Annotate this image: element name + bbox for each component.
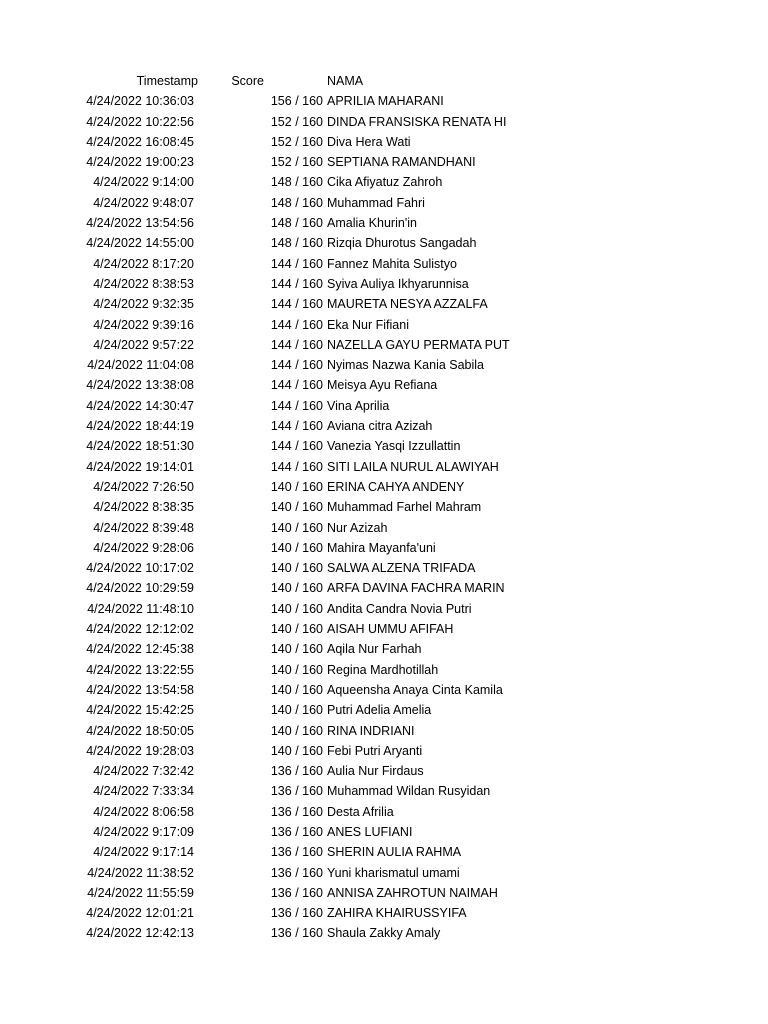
timestamp-cell: 4/24/2022 18:50:05: [86, 723, 194, 738]
nama-cell: Muhammad Farhel Mahram: [327, 500, 482, 515]
score-cell: 140 / 160: [270, 723, 323, 738]
score-cell: 140 / 160: [270, 703, 323, 718]
timestamp-cell: 4/24/2022 12:42:13: [86, 926, 194, 941]
table-row: [0, 822, 768, 842]
nama-cell: Nyimas Nazwa Kania Sabila: [327, 358, 485, 373]
timestamp-header: Timestamp: [136, 74, 198, 88]
timestamp-cell: 4/24/2022 9:57:22: [93, 337, 194, 352]
score-cell: 136 / 160: [270, 784, 323, 799]
nama-cell: Putri Adelia Amelia: [327, 703, 432, 718]
nama-cell: Shaula Zakky Amaly: [327, 926, 441, 941]
timestamp-cell: 4/24/2022 8:06:58: [93, 804, 194, 819]
nama-cell: Febi Putri Aryanti: [327, 743, 423, 758]
timestamp-cell: 4/24/2022 9:39:16: [93, 317, 194, 332]
timestamp-cell: 4/24/2022 19:00:23: [86, 155, 194, 170]
score-cell: 136 / 160: [270, 845, 323, 860]
nama-cell: Muhammad Fahri: [327, 195, 425, 210]
timestamp-cell: 4/24/2022 10:29:59: [86, 581, 194, 596]
table-row: [0, 294, 768, 314]
nama-cell: RINA INDRIANI: [327, 723, 415, 738]
nama-cell: Desta Afrilia: [327, 804, 394, 819]
score-cell: 144 / 160: [270, 439, 323, 454]
score-cell: 144 / 160: [270, 317, 323, 332]
timestamp-cell: 4/24/2022 8:38:35: [93, 500, 194, 515]
timestamp-cell: 4/24/2022 12:45:38: [86, 642, 194, 657]
table-row: [0, 741, 768, 761]
timestamp-cell: 4/24/2022 11:55:59: [87, 885, 194, 900]
timestamp-cell: 4/24/2022 11:04:08: [87, 358, 194, 373]
header-row: [0, 71, 768, 91]
timestamp-cell: 4/24/2022 7:33:34: [93, 784, 194, 799]
score-cell: 148 / 160: [270, 216, 323, 231]
timestamp-cell: 4/24/2022 19:28:03: [86, 743, 194, 758]
timestamp-cell: 4/24/2022 9:14:00: [93, 175, 194, 190]
score-cell: 140 / 160: [270, 540, 323, 555]
nama-cell: Eka Nur Fifiani: [327, 317, 409, 332]
nama-cell: Fannez Mahita Sulistyo: [327, 256, 457, 271]
nama-cell: ZAHIRA KHAIRUSSYIFA: [327, 906, 467, 921]
nama-cell: DINDA FRANSISKA RENATA HI: [327, 114, 507, 129]
score-cell: 136 / 160: [270, 906, 323, 921]
timestamp-cell: 4/24/2022 12:12:02: [86, 622, 194, 637]
table-row: [0, 863, 768, 883]
nama-cell: Aulia Nur Firdaus: [327, 764, 424, 779]
nama-cell: ANES LUFIANI: [327, 824, 413, 839]
table-row: [0, 700, 768, 720]
score-cell: 140 / 160: [270, 520, 323, 535]
timestamp-cell: 4/24/2022 19:14:01: [86, 459, 194, 474]
table-row: [0, 883, 768, 903]
score-cell: 140 / 160: [270, 662, 323, 677]
timestamp-cell: 4/24/2022 13:22:55: [86, 662, 194, 677]
score-cell: 136 / 160: [270, 764, 323, 779]
nama-cell: NAZELLA GAYU PERMATA PUT: [327, 337, 510, 352]
table-row: [0, 396, 768, 416]
timestamp-cell: 4/24/2022 9:17:14: [93, 845, 194, 860]
table-row: [0, 375, 768, 395]
nama-cell: Amalia Khurin'in: [327, 216, 417, 231]
timestamp-cell: 4/24/2022 8:17:20: [93, 256, 194, 271]
nama-header: NAMA: [327, 74, 364, 88]
table-row: [0, 274, 768, 294]
table-row: [0, 619, 768, 639]
score-cell: 144 / 160: [270, 297, 323, 312]
score-cell: 140 / 160: [270, 743, 323, 758]
table-row: [0, 315, 768, 335]
table-row: [0, 436, 768, 456]
table-row: [0, 91, 768, 111]
score-cell: 140 / 160: [270, 479, 323, 494]
timestamp-cell: 4/24/2022 7:26:50: [93, 479, 194, 494]
timestamp-cell: 4/24/2022 9:32:35: [93, 297, 194, 312]
score-cell: 136 / 160: [270, 885, 323, 900]
nama-cell: ANNISA ZAHROTUN NAIMAH: [327, 885, 498, 900]
table-row: [0, 477, 768, 497]
timestamp-cell: 4/24/2022 8:38:53: [93, 276, 194, 291]
nama-cell: Vanezia Yasqi Izzullattin: [327, 439, 461, 454]
score-cell: 144 / 160: [270, 398, 323, 413]
score-cell: 152 / 160: [270, 155, 323, 170]
timestamp-cell: 4/24/2022 13:54:56: [86, 216, 194, 231]
score-cell: 144 / 160: [270, 378, 323, 393]
score-cell: 148 / 160: [270, 195, 323, 210]
table-row: [0, 233, 768, 253]
score-cell: 144 / 160: [270, 276, 323, 291]
score-cell: 144 / 160: [270, 419, 323, 434]
timestamp-cell: 4/24/2022 16:08:45: [86, 134, 194, 149]
timestamp-cell: 4/24/2022 10:22:56: [86, 114, 194, 129]
table-row: [0, 193, 768, 213]
score-cell: 144 / 160: [270, 459, 323, 474]
nama-cell: Yuni kharismatul umami: [327, 865, 460, 880]
nama-cell: Nur Azizah: [327, 520, 388, 535]
timestamp-cell: 4/24/2022 13:54:58: [86, 682, 194, 697]
score-cell: 156 / 160: [270, 94, 323, 109]
nama-cell: AISAH UMMU AFIFAH: [327, 622, 454, 637]
score-cell: 140 / 160: [270, 581, 323, 596]
score-cell: 136 / 160: [270, 926, 323, 941]
score-cell: 140 / 160: [270, 642, 323, 657]
table-row: [0, 761, 768, 781]
nama-cell: SEPTIANA RAMANDHANI: [327, 155, 476, 170]
results-table: [0, 71, 768, 944]
timestamp-cell: 4/24/2022 9:17:09: [93, 824, 194, 839]
timestamp-cell: 4/24/2022 9:28:06: [93, 540, 194, 555]
nama-cell: Andita Candra Novia Putri: [327, 601, 472, 616]
table-row: [0, 497, 768, 517]
nama-cell: Diva Hera Wati: [327, 134, 411, 149]
table-row: [0, 172, 768, 192]
score-cell: 148 / 160: [270, 236, 323, 251]
timestamp-cell: 4/24/2022 13:38:08: [86, 378, 194, 393]
table-body: [0, 91, 768, 943]
timestamp-cell: 4/24/2022 14:30:47: [86, 398, 194, 413]
table-row: [0, 152, 768, 172]
table-row: [0, 660, 768, 680]
timestamp-cell: 4/24/2022 15:42:25: [86, 703, 194, 718]
nama-cell: SITI LAILA NURUL ALAWIYAH: [327, 459, 499, 474]
timestamp-cell: 4/24/2022 10:17:02: [86, 561, 194, 576]
table-row: [0, 355, 768, 375]
nama-cell: Cika Afiyatuz Zahroh: [327, 175, 443, 190]
score-cell: 136 / 160: [270, 824, 323, 839]
table-row: [0, 639, 768, 659]
score-cell: 152 / 160: [270, 134, 323, 149]
table-row: [0, 903, 768, 923]
table-row: [0, 842, 768, 862]
score-cell: 144 / 160: [270, 358, 323, 373]
table-row: [0, 578, 768, 598]
nama-cell: SHERIN AULIA RAHMA: [327, 845, 462, 860]
table-row: [0, 254, 768, 274]
nama-cell: Meisya Ayu Refiana: [327, 378, 438, 393]
score-cell: 140 / 160: [270, 682, 323, 697]
nama-cell: Aqueensha Anaya Cinta Kamila: [327, 682, 503, 697]
score-cell: 136 / 160: [270, 804, 323, 819]
timestamp-cell: 4/24/2022 7:32:42: [93, 764, 194, 779]
table-row: [0, 558, 768, 578]
nama-cell: Regina Mardhotillah: [327, 662, 439, 677]
table-row: [0, 518, 768, 538]
nama-cell: SALWA ALZENA TRIFADA: [327, 561, 476, 576]
score-cell: 140 / 160: [270, 622, 323, 637]
table-row: [0, 112, 768, 132]
table-row: [0, 599, 768, 619]
score-cell: 140 / 160: [270, 500, 323, 515]
nama-cell: ERINA CAHYA ANDENY: [327, 479, 465, 494]
nama-cell: Aqila Nur Farhah: [327, 642, 422, 657]
timestamp-cell: 4/24/2022 11:38:52: [87, 865, 194, 880]
table-row: [0, 781, 768, 801]
nama-cell: Rizqia Dhurotus Sangadah: [327, 236, 477, 251]
nama-cell: Muhammad Wildan Rusyidan: [327, 784, 491, 799]
timestamp-cell: 4/24/2022 11:48:10: [87, 601, 194, 616]
nama-cell: Vina Aprilia: [327, 398, 390, 413]
table-row: [0, 457, 768, 477]
timestamp-cell: 4/24/2022 8:39:48: [93, 520, 194, 535]
table-row: [0, 132, 768, 152]
table-row: [0, 213, 768, 233]
table-row: [0, 416, 768, 436]
timestamp-cell: 4/24/2022 18:44:19: [86, 419, 194, 434]
timestamp-cell: 4/24/2022 10:36:03: [86, 94, 194, 109]
table-row: [0, 721, 768, 741]
score-cell: 140 / 160: [270, 601, 323, 616]
table-row: [0, 335, 768, 355]
table-row: [0, 680, 768, 700]
nama-cell: Aviana citra Azizah: [327, 419, 433, 434]
table-row: [0, 538, 768, 558]
nama-cell: APRILIA MAHARANI: [327, 94, 444, 109]
nama-cell: ARFA DAVINA FACHRA MARIN: [327, 581, 505, 596]
score-cell: 152 / 160: [270, 114, 323, 129]
timestamp-cell: 4/24/2022 12:01:21: [86, 906, 194, 921]
nama-cell: MAURETA NESYA AZZALFA: [327, 297, 488, 312]
score-cell: 144 / 160: [270, 337, 323, 352]
score-cell: 140 / 160: [270, 561, 323, 576]
timestamp-cell: 4/24/2022 18:51:30: [86, 439, 194, 454]
score-cell: 148 / 160: [270, 175, 323, 190]
nama-cell: Syiva Auliya Ikhyarunnisa: [327, 276, 469, 291]
timestamp-cell: 4/24/2022 14:55:00: [86, 236, 194, 251]
table-row: [0, 802, 768, 822]
timestamp-cell: 4/24/2022 9:48:07: [93, 195, 194, 210]
score-header: Score: [231, 74, 264, 88]
score-cell: 144 / 160: [270, 256, 323, 271]
table-row: [0, 923, 768, 943]
score-cell: 136 / 160: [270, 865, 323, 880]
nama-cell: Mahira Mayanfa'uni: [327, 540, 436, 555]
